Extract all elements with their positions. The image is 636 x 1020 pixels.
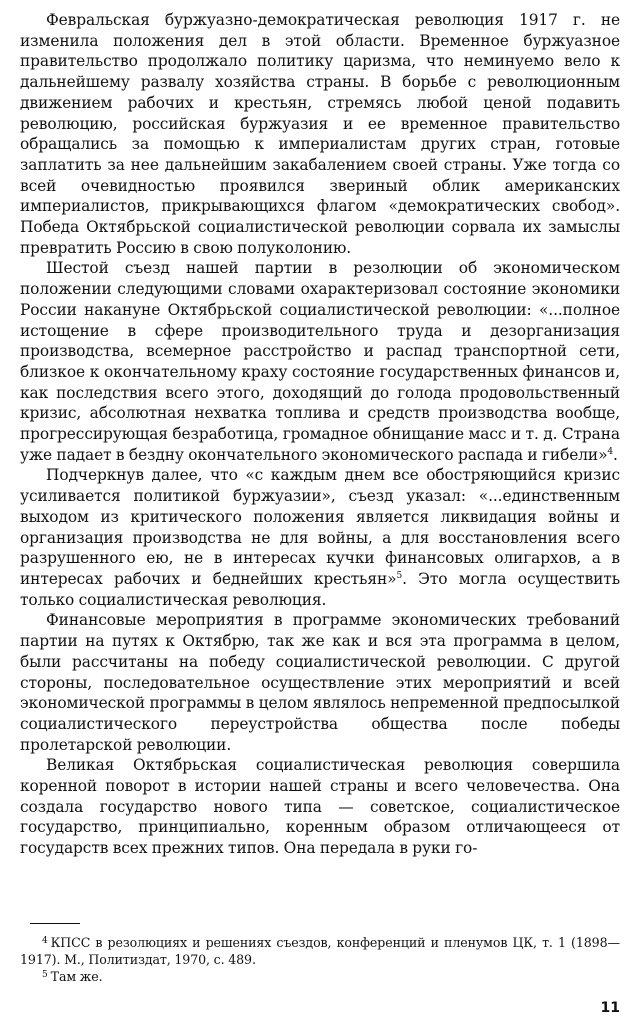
footnote-5 <box>20 969 620 986</box>
paragraph-5-text: Великая Октябрьская социалистическая революция совершила коренной поворот в истории нашей страны и всего человечества. Она создала государство нового типа — советское, социалистическое государство, принципиально, коренным образом отличающееся от государств всех прежних типов. Она передала в руки го- <box>20 756 620 858</box>
footnote-5-mark: 5 <box>42 969 48 980</box>
paragraph-2 <box>20 258 620 465</box>
main-text <box>20 10 620 859</box>
footnote-ref-4[interactable]: 4 <box>607 446 614 457</box>
footnote-4-mark: 4 <box>42 936 48 946</box>
footnote-divider <box>30 923 80 924</box>
footnote-ref-5[interactable]: 5 <box>396 570 403 581</box>
paragraph-2-tail: . <box>613 445 618 464</box>
paragraph-3-text: Подчеркнув далее, что «с каждым днем все обостряющийся кризис усиливается политикой буржуазии», съезд указал: «...единственным выходом из критического положения является ликвидация войны и организация производства не для войны, а для восстановления всего разрушенного ею, не в интересах кучки финансовых олигархов, а в интересах рабочих и беднейших крестьян» <box>20 466 620 588</box>
paragraph-4-text: Финансовые мероприятия в программе экономических требований партии на путях к Октябрю, так же как и вся эта программа в целом, были рассчитаны на победу социалистической революции. С другой стороны, последовательное осуществление этих мероприятий и всей экономической программы в целом являлось непременной предпосылкой социалистического переустройства общества после победы пролетарской революции. <box>20 611 620 754</box>
paragraph-3 <box>20 465 620 610</box>
paragraph-5 <box>20 755 620 859</box>
footnote-5-text: Там же. <box>50 968 103 984</box>
footnotes <box>20 935 620 985</box>
footnote-4-text: КПСС в резолюциях и решениях съездов, конференций и пленумов ЦК, т. 1 (1898—1917). М., Политиздат, 1970, с. 489. <box>20 935 620 967</box>
book-page <box>20 10 621 1016</box>
paragraph-1-text: Февральская буржуазно-демократическая революция 1917 г. не изменила положения дел в этой области. Временное буржуазное правительство продолжало политику царизма, что неминуемо вело к дальнейшему развалу хозяйства страны. В борьбе с революционным движением рабочих и крестьян, стремясь любой ценой подавить революцию, российская буржуазия и ее временное правительство обращались за помощью к империалистам других стран, готовые заплатить за нее дальнейшим закабалением своей страны. Уже тогда со всей очевидностью проявился звериный облик американских империалистов, прикрывающихся флагом «демократических свобод». Победа Октябрьской социалистической революции сорвала их замыслы превратить Россию в свою полуколонию. <box>20 11 620 257</box>
paragraph-2-text: Шестой съезд нашей партии в резолюции об экономическом положении следующими словами охарактеризовал состояние экономики России накануне Октябрьской социалистической революции: «...полное истощение в сфере производительного труда и дезорганизация производства, всемерное расстройство и распад транспортной сети, близкое к окончательному краху состояние государственных финансов и, как последствия всего этого, доходящий до голода продовольственный кризис, абсолютная нехватка топлива и средств производства вообще, прогрессирующая безработица, громадное обнищание масс и т. д. Страна уже падает в бездну окончательного экономического распада и гибели» <box>20 259 620 464</box>
paragraph-3-tail: . Это могла осуществить только социалистическая революция. <box>20 569 621 609</box>
paragraph-1 <box>20 10 620 258</box>
footnote-4 <box>20 935 620 969</box>
page-number: 11 <box>600 1000 620 1016</box>
paragraph-4 <box>20 610 620 755</box>
